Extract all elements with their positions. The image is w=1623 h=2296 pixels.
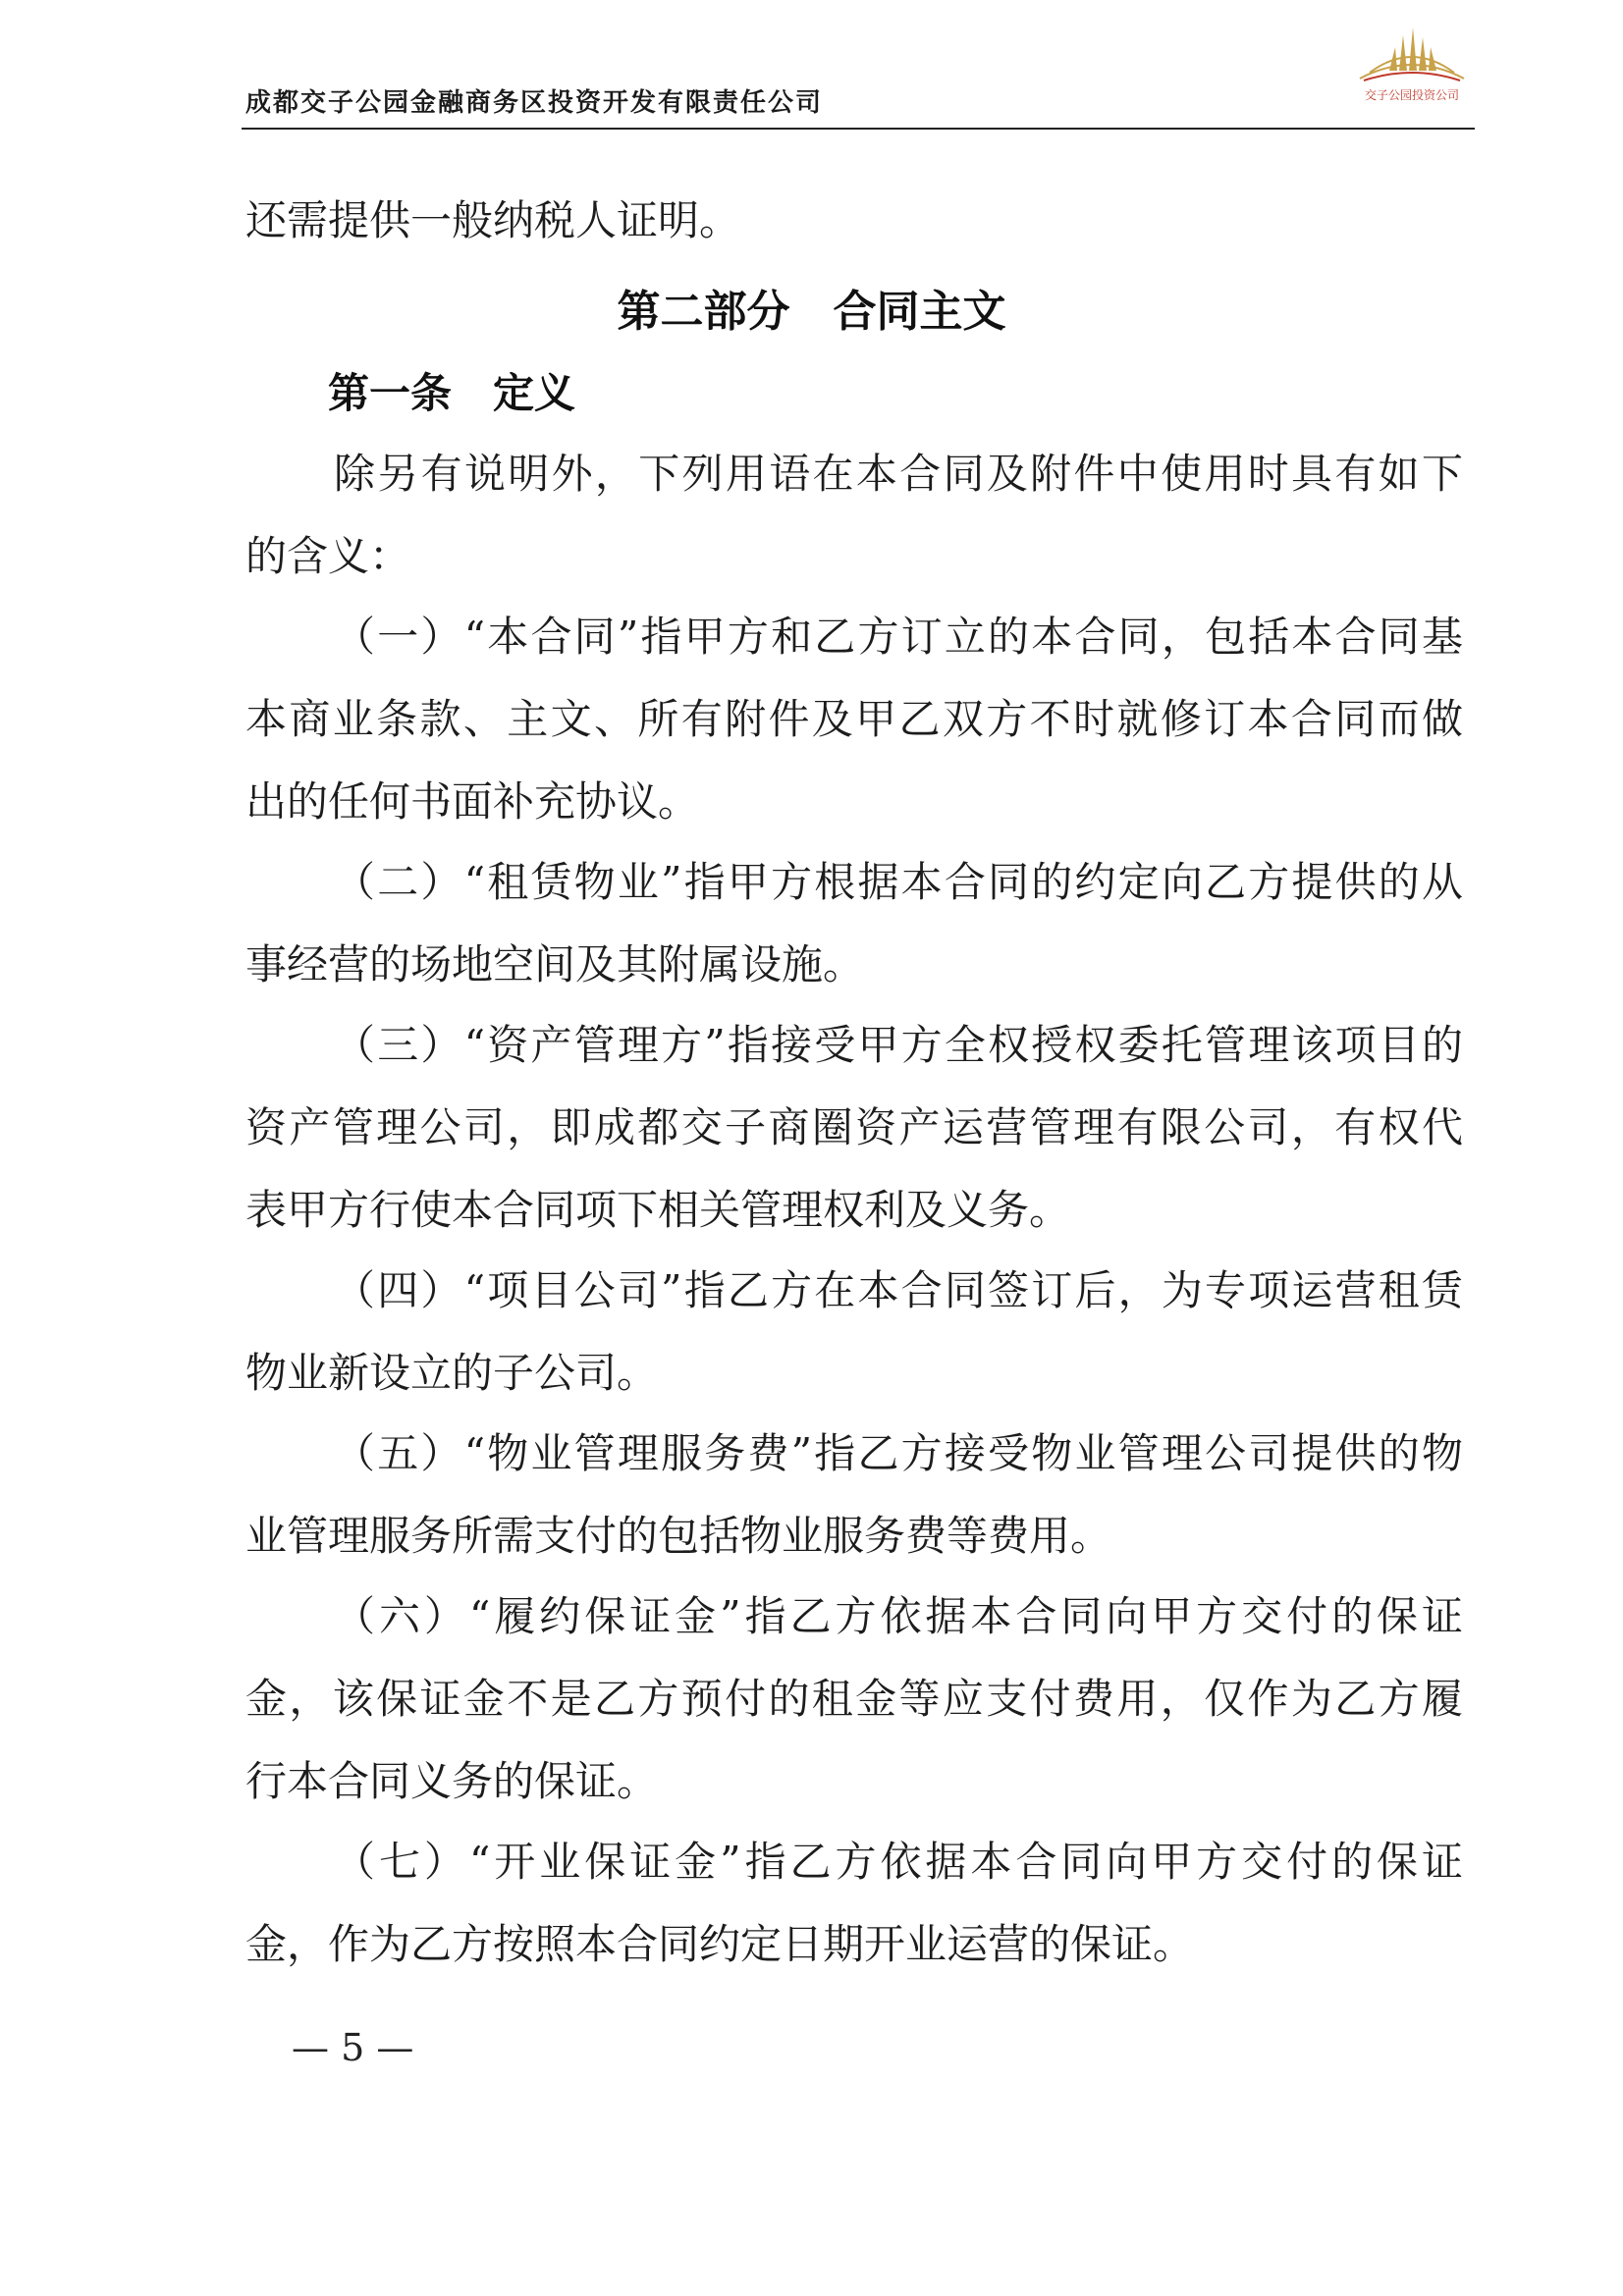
definition-1-line: （一）“本合同”指甲方和乙方订立的本合同，包括本合同基: [334, 613, 1463, 661]
definition-6-line: 金，该保证金不是乙方预付的租金等应支付费用，仅作为乙方履: [245, 1675, 1463, 1723]
company-logo: [1350, 22, 1474, 108]
paragraph-line: 的含义：: [245, 532, 411, 580]
part-heading: 第二部分 合同主文: [617, 287, 1006, 337]
definition-4-line: 物业新设立的子公司。: [245, 1349, 659, 1397]
carry-over-line: 还需提供一般纳税人证明。: [245, 196, 741, 244]
definition-6-line: 行本合同义务的保证。: [245, 1757, 659, 1805]
definition-2-line: （二）“租赁物业”指甲方根据本合同的约定向乙方提供的从: [334, 858, 1463, 906]
definition-6-line: （六）“履约保证金”指乙方依据本合同向甲方交付的保证: [334, 1592, 1463, 1640]
letterhead: [245, 71, 1478, 139]
header-rule: [242, 128, 1475, 130]
company-name: 成都交子公园金融商务区投资开发有限责任公司: [245, 88, 824, 118]
article-heading: 第一条 定义: [328, 369, 576, 417]
definition-7-line: （七）“开业保证金”指乙方依据本合同向甲方交付的保证: [334, 1838, 1463, 1886]
definition-1-line: 出的任何书面补充协议。: [245, 777, 700, 826]
definition-3-line: 表甲方行使本合同项下相关管理权利及义务。: [245, 1186, 1071, 1234]
definition-1-line: 本商业条款、主文、所有附件及甲乙双方不时就修订本合同而做: [245, 695, 1463, 743]
definition-3-line: （三）“资产管理方”指接受甲方全权授权委托管理该项目的: [334, 1021, 1463, 1069]
page-number: — 5 —: [292, 2026, 414, 2069]
logo-emblem-icon: [1350, 22, 1474, 86]
definition-4-line: （四）“项目公司”指乙方在本合同签订后，为专项运营租赁: [334, 1266, 1463, 1314]
definition-7-line: 金，作为乙方按照本合同约定日期开业运营的保证。: [245, 1920, 1195, 1968]
definition-2-line: 事经营的场地空间及其附属设施。: [245, 940, 865, 988]
definition-5-line: 业管理服务所需支付的包括物业服务费等费用。: [245, 1512, 1112, 1560]
definition-3-line: 资产管理公司，即成都交子商圈资产运营管理有限公司，有权代: [245, 1103, 1463, 1151]
logo-caption: 交子公园投资公司: [1364, 88, 1459, 102]
paragraph-line: 除另有说明外，下列用语在本合同及附件中使用时具有如下: [334, 450, 1463, 498]
definition-5-line: （五）“物业管理服务费”指乙方接受物业管理公司提供的物: [334, 1429, 1463, 1477]
